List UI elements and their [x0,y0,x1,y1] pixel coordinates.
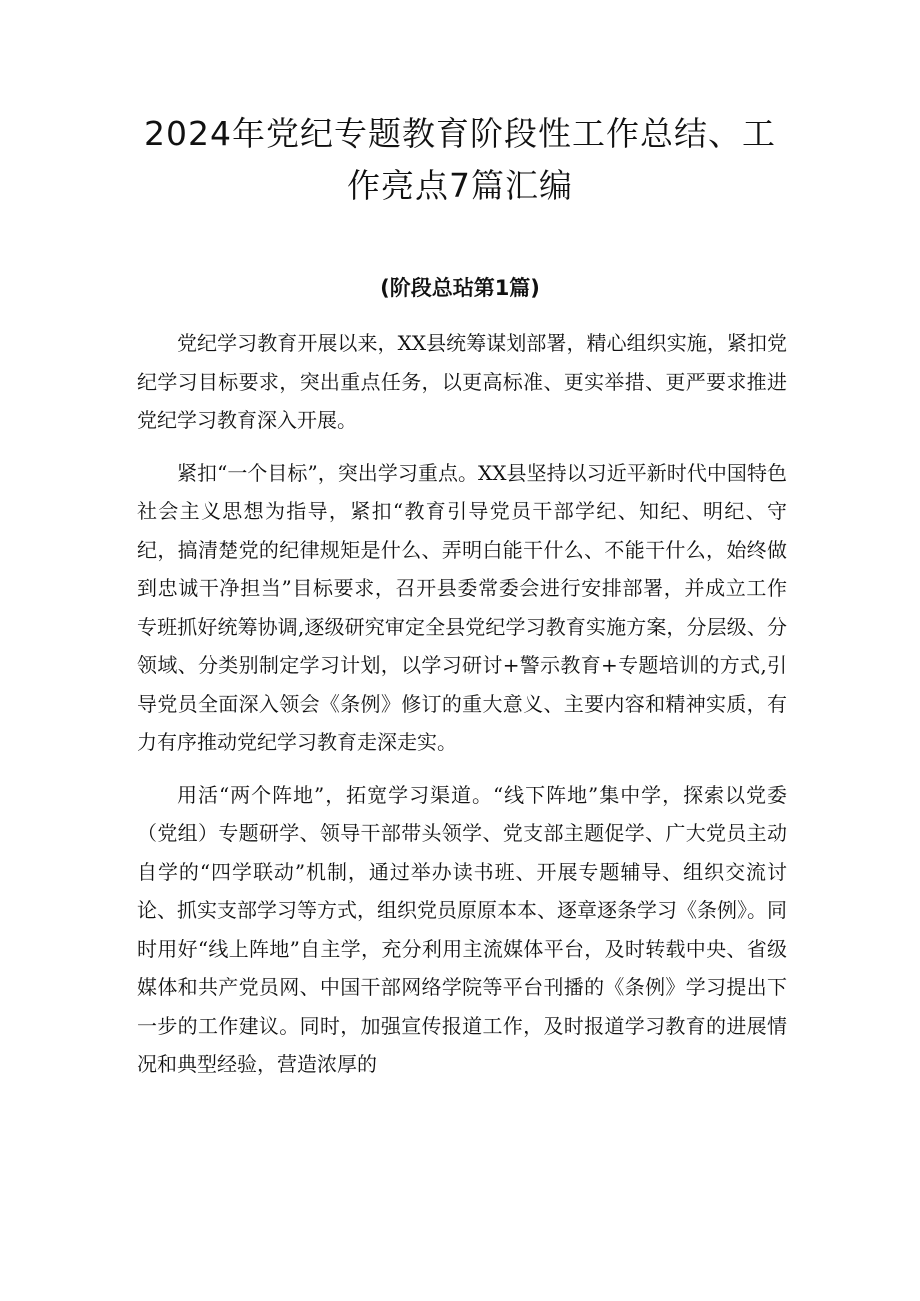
paragraph-3: 用活“两个阵地”，拓宽学习渠道。“线下阵地”集中学，探索以党委（党组）专题研学、领导干部带头领学、党支部主题促学、广大党员主动自学的“四学联动”机制，通过举办读书班、开展专题辅导、组织交流讨论、抓实支部学习等方式，组织党员原原本本、逐章逐条学习《条例》。同时用好“线上阵地”自主学，充分利用主流媒体平台，及时转载中央、省级媒体和共产党员网、中国干部网络学院等平台刊播的《条例》学习提出下一步的工作建议。同时，加强宣传报道工作，及时报道学习教育的进展情况和典型经验，营造浓厚的 [137,782,787,1076]
paragraph-2: 紧扣“一个目标”，突出学习重点。XX县坚持以习近平新时代中国特色社会主义思想为指导，紧扣“教育引导党员干部学纪、知纪、明纪、守纪，搞清楚党的纪律规矩是什么、弄明白能干什么、不能干什么，始终做到忠诚干净担当”目标要求，召开县委常委会进行安排部署，并成立工作专班抓好统筹协调,逐级研究审定全县党纪学习教育实施方案，分层级、分领域、分类别制定学习计划，以学习研讨+警示教育+专题培训的方式,引导党员全面深入领会《条例》修订的重大意义、主要内容和精神实质，有力有序推动党纪学习教育走深走实。 [137,460,787,754]
paragraph-1: 党纪学习教育开展以来，XX县统筹谋划部署，精心组织实施，紧扣党纪学习目标要求，突出重点任务，以更高标准、更实举措、更严要求推进党纪学习教育深入开展。 [137,331,787,432]
section-heading: (阶段总玷第1篇) [380,276,540,300]
document-body [137,324,787,1098]
document-title: 2024年党纪专题教育阶段性工作总结、工作亮点7篇汇编 [144,114,776,205]
